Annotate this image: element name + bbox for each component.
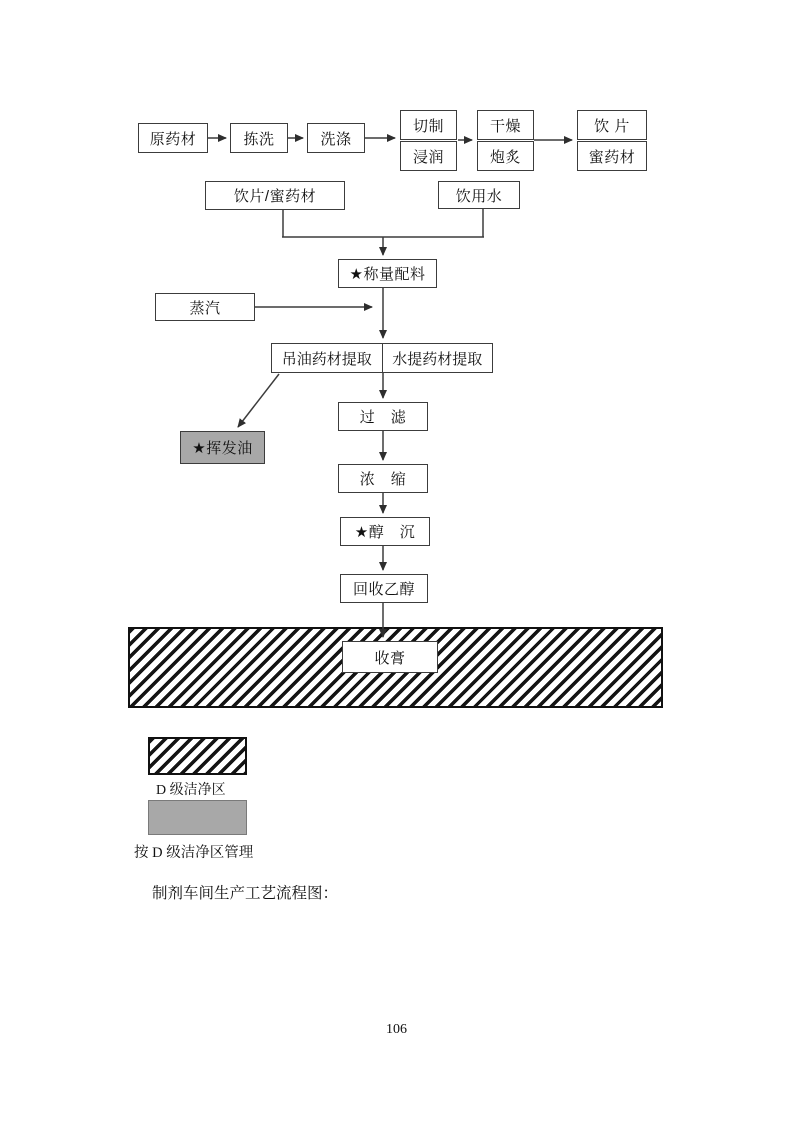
node-label: 过 滤 [359,409,407,426]
node-label: 洗涤 [320,130,352,148]
node-label: 炮炙 [489,148,521,166]
node-water-extraction [383,344,493,372]
node-weighing-batching [338,259,437,288]
node-label: 蜜药材 [588,148,636,166]
node-drying [477,110,534,140]
node-slices [577,110,647,140]
node-paste-collection [342,641,438,673]
node-honey-material [577,141,647,171]
node-label: 收膏 [374,649,406,667]
node-label: 切制 [412,117,444,135]
legend-d-zone-label: D 级洁净区 [156,783,226,798]
node-alcohol-precipitation [340,517,430,546]
node-label: 饮用水 [455,187,503,205]
node-sorting [230,123,288,153]
node-cutting [400,110,457,140]
node-label: ★称量配料 [349,266,426,283]
node-label: ★挥发油 [192,440,253,457]
node-soaking [400,141,457,171]
node-label: 水提药材提取 [392,350,483,368]
node-washing [307,123,365,153]
node-label: 浓 缩 [359,471,407,488]
node-steam [155,293,255,321]
node-concentration [338,464,428,493]
node-raw-material [138,123,208,153]
node-volatile-oil [180,431,265,464]
node-roasting [477,141,534,171]
node-filtration [338,402,428,431]
node-label: 浸润 [412,148,444,166]
node-ethanol-recovery [340,574,428,603]
node-label: 原药材 [149,130,197,148]
node-label: 饮片/蜜药材 [233,188,317,205]
node-label: ★醇 沉 [354,524,416,541]
node-label: 干燥 [489,117,521,135]
connector-extraction-to-volatile-oil [238,374,279,427]
node-label: 拣洗 [243,130,275,148]
page-caption: 制剂车间生产工艺流程图： [152,885,339,902]
node-oil-extraction [272,344,383,372]
node-label: 吊油药材提取 [281,350,372,368]
page-number: 106 [386,1022,407,1037]
node-slices-honey-material [205,181,345,210]
node-label: 蒸汽 [189,299,221,317]
node-extraction-split [271,343,493,373]
legend-managed-zone-label: 按 D 级洁净区管理 [134,845,254,861]
node-label: 回收乙醇 [352,581,415,598]
node-label: 饮 片 [594,117,630,135]
node-drinking-water [438,181,520,209]
